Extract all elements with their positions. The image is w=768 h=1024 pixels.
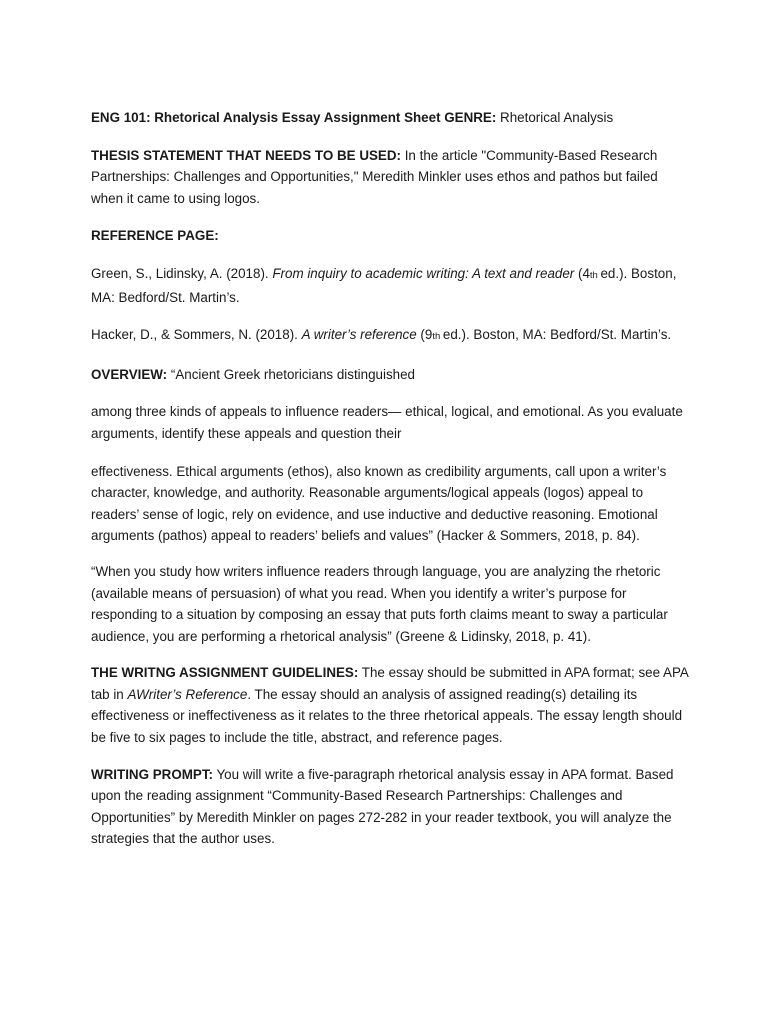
prompt-text: You will write a five-paragraph rhetorical analysis essay in APA format. Based upon the reading assignment “Community-Based Research Partnerships: Challenges and Opportunities” by Meredith Minkler on pages 272-282 in your reader textbook, you will analyze the strategies that the author uses. bbox=[91, 766, 674, 847]
overview-label: OVERVIEW: bbox=[91, 366, 168, 382]
reference-entry-green bbox=[91, 263, 691, 308]
guidelines-text-1: The essay should be submitted in APA format; see APA tab in bbox=[91, 665, 689, 702]
ref1-authors: Green, S., Lidinsky, A. (2018). bbox=[91, 265, 273, 281]
ref2-authors: Hacker, D., & Sommers, N. (2018). bbox=[91, 327, 302, 343]
ref1-title: From inquiry to academic writing: A text and reader bbox=[272, 265, 575, 281]
genre-value: Rhetorical Analysis bbox=[496, 110, 614, 125]
guidelines-text-2: . The essay should an analysis of assigned reading(s) detailing its effectiveness or ineffectiveness as it relates to the three rhetorical appeals. The essay length should be five to six pages to include the title, abstract, and reference pages. bbox=[91, 686, 683, 746]
ref1-edition: (4 bbox=[574, 265, 590, 281]
ref2-title: A writer’s reference bbox=[301, 327, 417, 343]
prompt-label: WRITING PROMPT: bbox=[91, 766, 213, 782]
reference-entry-hacker bbox=[91, 324, 691, 348]
ref1-publisher: ed.). Boston, MA: Bedford/St. Martin’s. bbox=[91, 265, 677, 305]
thesis-paragraph bbox=[91, 145, 691, 210]
ref2-publisher: ed.). Boston, MA: Bedford/St. Martin’s. bbox=[442, 327, 672, 343]
writing-prompt-paragraph bbox=[91, 764, 691, 850]
title-label: ENG 101: Rhetorical Analysis Essay Assignment Sheet GENRE: bbox=[91, 110, 497, 125]
document-page bbox=[91, 107, 691, 865]
guidelines-book-title: AWriter’s Reference bbox=[127, 686, 248, 702]
assignment-title bbox=[91, 107, 691, 129]
guidelines-paragraph bbox=[91, 662, 691, 748]
overview-paragraph-2: among three kinds of appeals to influence readers— ethical, logical, and emotional. As you evaluate arguments, identify these appeals and question their bbox=[91, 404, 683, 441]
thesis-text: In the article "Community-Based Research Partnerships: Challenges and Opportunities," Meredith Minkler uses ethos and pathos but failed when it came to using logos. bbox=[91, 147, 658, 206]
guidelines-label: THE WRITNG ASSIGNMENT GUIDELINES: bbox=[91, 665, 359, 681]
overview-paragraph-3: effectiveness. Ethical arguments (ethos), also known as credibility arguments, call upon a writer’s character, knowledge, and authority. Reasonable arguments/logical appeals (logos) appeal to readers’ sense of logic, rely on evidence, and use inductive and deductive reasoning. Emotional arguments (pathos) appeal to readers’ beliefs and values” (Hacker & Sommers, 2018, p. 84). bbox=[91, 463, 667, 544]
ref2-edition: (9 bbox=[416, 327, 433, 343]
ref2-edition-sup: th bbox=[432, 331, 443, 343]
ref1-edition-sup: th bbox=[589, 269, 601, 281]
overview-quote-greene: “When you study how writers influence readers through language, you are analyzing the rhetoric (available means of persuasion) of what you read. When you identify a writer’s purpose for responding to a situation by composing an essay that puts forth claims meant to sway a particular audience, you are performing a rhetorical analysis” (Greene & Lidinsky, 2018, p. 41). bbox=[91, 563, 668, 644]
thesis-label: THESIS STATEMENT THAT NEEDS TO BE USED: bbox=[91, 147, 401, 163]
reference-page-heading: REFERENCE PAGE: bbox=[91, 228, 219, 244]
overview-text-1: “Ancient Greek rhetoricians distinguished bbox=[167, 366, 416, 382]
overview-paragraph-1 bbox=[91, 364, 691, 386]
